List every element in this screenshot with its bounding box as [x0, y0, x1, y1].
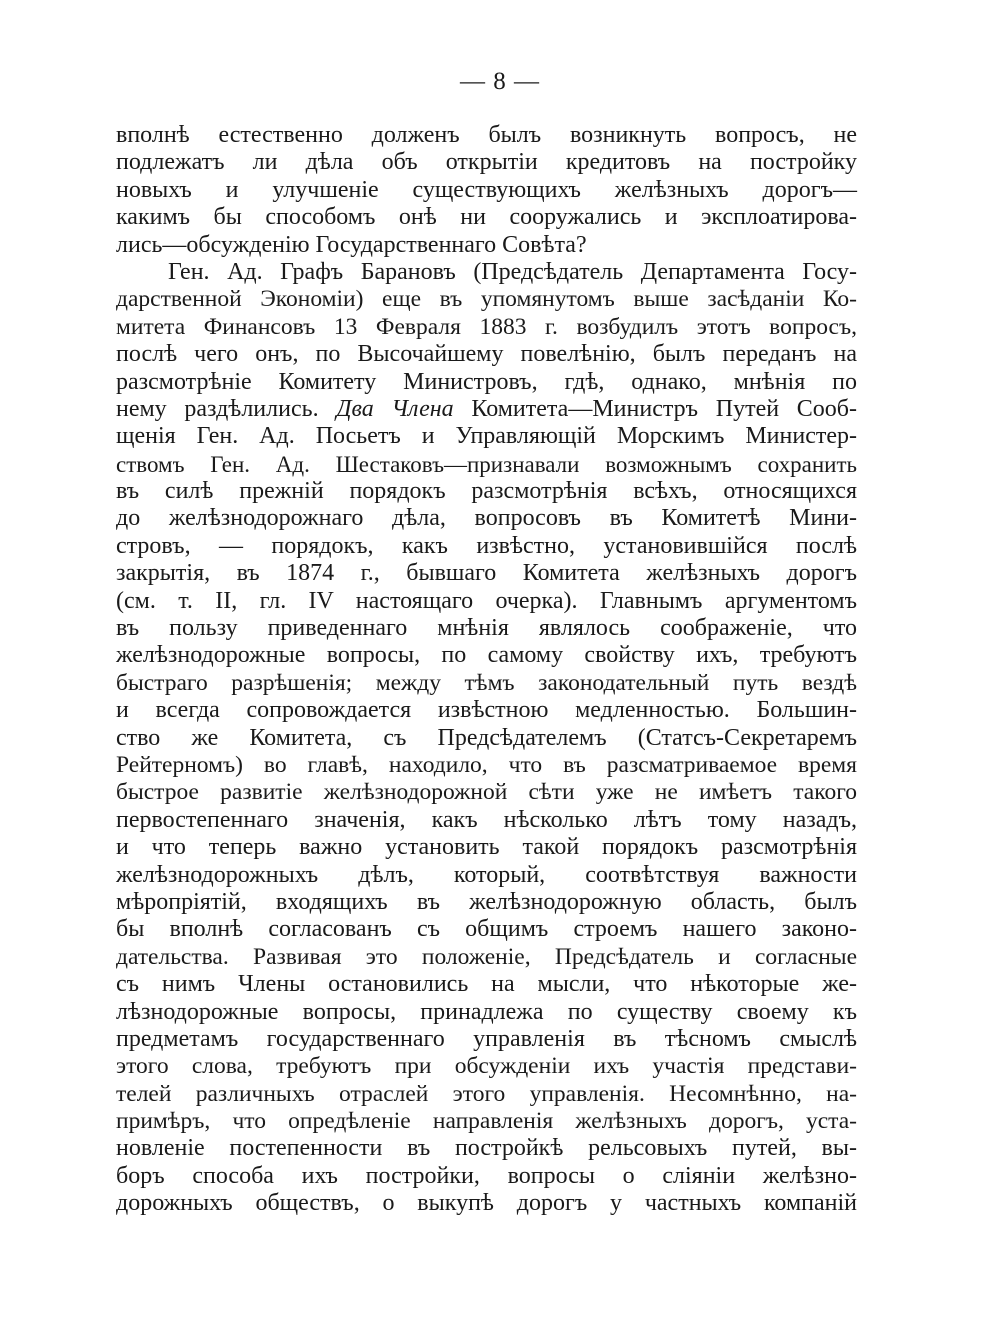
text-line: желѣзнодорожные вопросы, по самому свойству ихъ, требуютъ	[116, 642, 857, 669]
text-line: въ пользу приведеннаго мнѣнія являлось соображеніе, что	[116, 615, 857, 642]
text-line: предметамъ государственнаго управленія въ тѣсномъ смыслѣ	[116, 1025, 857, 1052]
body-text	[116, 122, 857, 1218]
text-line: митета Финансовъ 13 Февраля 1883 г. возбудилъ этотъ вопросъ,	[116, 313, 857, 340]
text-line: какимъ бы способомъ онѣ ни сооружались и эксплоатирова-	[116, 204, 857, 231]
text-line: съ нимъ Члены остановились на мысли, что нѣкоторые же-	[116, 971, 857, 998]
text-line: новыхъ и улучшеніе существующихъ желѣзныхъ дорогъ—	[116, 176, 857, 203]
text-line: щенія Ген. Ад. Посьетъ и Управляющій Морскимъ Министер-	[116, 423, 857, 450]
text-line: подлежатъ ли дѣла объ открытіи кредитовъ на постройку	[116, 149, 857, 176]
text-line: мѣропріятій, входящихъ въ желѣзнодорожную область, былъ	[116, 888, 857, 915]
text-line: дарственной Экономіи) еще въ упомянутомъ выше засѣданіи Ко-	[116, 286, 857, 313]
text-line: этого слова, требуютъ при обсужденіи ихъ участія представи-	[116, 1053, 857, 1080]
text-line: дательства. Развивая это положеніе, Предсѣдатель и согласные	[116, 943, 857, 970]
text-line: лѣзнодорожные вопросы, принадлежа по существу своему къ	[116, 998, 857, 1025]
text-line: (см. т. II, гл. IV настоящаго очерка). Главнымъ аргументомъ	[116, 587, 857, 614]
text-line: быстраго разрѣшенія; между тѣмъ законодательный путь вездѣ	[116, 669, 857, 696]
italic-emphasis: Два Члена	[336, 395, 454, 422]
text-line: Рейтерномъ) во главѣ, находило, что въ разсматриваемое время	[116, 751, 857, 778]
text-fragment: нему раздѣлились.	[116, 395, 337, 422]
text-line: Ген. Ад. Графъ Барановъ (Предсѣдатель Департамента Госу-	[168, 258, 857, 285]
text-line: закрытія, въ 1874 г., бывшаго Комитета желѣзныхъ дорогъ	[116, 560, 857, 587]
text-line: дорожныхъ обществъ, о выкупѣ дорогъ у частныхъ компаній	[116, 1190, 857, 1217]
text-line: вполнѣ естественно долженъ былъ возникнуть вопросъ, не	[116, 122, 857, 148]
text-line: до желѣзнодорожнаго дѣла, вопросовъ въ Комитетѣ Мини-	[116, 505, 857, 532]
paragraph-2	[116, 259, 857, 1218]
text-line: ствомъ Ген. Ад. Шестаковъ—признавали возможнымъ сохранить	[116, 451, 857, 477]
text-line-with-italic	[116, 396, 857, 423]
text-line: послѣ чего онъ, по Высочайшему повелѣнію, былъ переданъ на	[116, 341, 857, 368]
text-line: и всегда сопровождается извѣстною медленностью. Большин-	[116, 697, 857, 724]
text-line: примѣръ, что опредѣленіе направленія желѣзныхъ дорогъ, уста-	[116, 1108, 857, 1135]
text-line: боръ способа ихъ постройки, вопросы о сліяніи желѣзно-	[116, 1162, 857, 1189]
text-line: въ силѣ прежній порядокъ разсмотрѣнія всѣхъ, относящихся	[116, 478, 857, 505]
text-line: лись—обсужденію Государственнаго Совѣта?	[116, 231, 587, 258]
text-line: новленіе постепенности въ постройкѣ рельсовыхъ путей, вы-	[116, 1135, 857, 1162]
text-fragment: Комитета—Министръ Путей Сооб-	[453, 395, 857, 422]
text-line: быстрое развитіе желѣзнодорожной сѣти уже не имѣетъ такого	[116, 779, 857, 806]
text-line: желѣзнодорожныхъ дѣлъ, который, соотвѣтствуя важности	[116, 861, 857, 888]
text-line: стровъ, — порядокъ, какъ извѣстно, установившійся послѣ	[116, 532, 857, 559]
text-line: ство же Комитета, съ Предсѣдателемъ (Статсъ-Секретаремъ	[116, 724, 857, 751]
text-line: разсмотрѣніе Комитету Министровъ, гдѣ, однако, мнѣнія по	[116, 368, 857, 395]
text-line: и что теперь важно установить такой порядокъ разсмотрѣнія	[116, 834, 857, 861]
paragraph-1	[116, 122, 857, 259]
text-line: телей различныхъ отраслей этого управленія. Несомнѣнно, на-	[116, 1080, 857, 1107]
page-number: — 8 —	[460, 68, 540, 95]
text-line: первостепеннаго значенія, какъ нѣсколько лѣтъ тому назадъ,	[116, 806, 857, 833]
text-line: бы вполнѣ согласованъ съ общимъ строемъ нашего законо-	[116, 916, 857, 943]
